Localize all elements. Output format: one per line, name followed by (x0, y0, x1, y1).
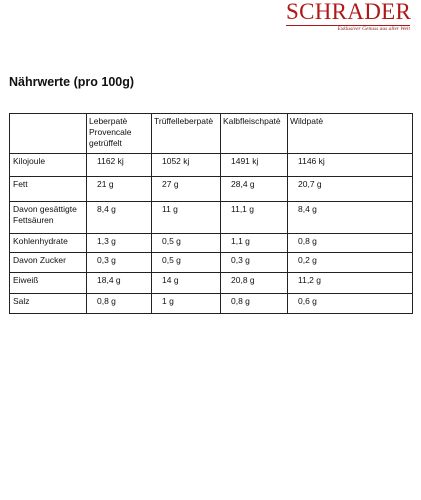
table-cell: 28,4 g (221, 177, 288, 202)
row-label: Salz (10, 294, 87, 314)
table-cell: 27 g (152, 177, 221, 202)
table-cell: 8,4 g (87, 202, 152, 234)
row-label: Kohlenhydrate (10, 234, 87, 253)
table-cell: 0,6 g (288, 294, 413, 314)
table-row (10, 273, 413, 294)
table-cell: 0,3 g (87, 253, 152, 273)
table-cell: 0,5 g (152, 234, 221, 253)
row-label: Eiweiß (10, 273, 87, 294)
brand-logo (286, 0, 410, 34)
row-label: Davon Zucker (10, 253, 87, 273)
header-cell-leberpate: Leberpatè Provencale getrüffelt (87, 114, 152, 154)
table-row (10, 202, 413, 234)
brand-name: SCHRADER (286, 0, 412, 24)
table-header-row (10, 114, 413, 154)
page-title: Nährwerte (pro 100g) (9, 75, 135, 89)
table-row (10, 253, 413, 273)
table-row (10, 154, 413, 177)
header-cell-empty (10, 114, 87, 154)
row-label: Davon gesättigte Fettsäuren (10, 202, 87, 234)
table-cell: 1491 kj (221, 154, 288, 177)
table-cell: 11,2 g (288, 273, 413, 294)
brand-tagline: Exklusiver Genuss aus aller Welt (337, 26, 410, 32)
table-cell: 1,3 g (87, 234, 152, 253)
table-cell: 20,7 g (288, 177, 413, 202)
row-label: Fett (10, 177, 87, 202)
table-cell: 0,3 g (221, 253, 288, 273)
table-cell: 20,8 g (221, 273, 288, 294)
row-label: Kilojoule (10, 154, 87, 177)
header-cell-wildpate: Wildpatè (288, 114, 413, 154)
table-cell: 0,2 g (288, 253, 413, 273)
table-cell: 1162 kj (87, 154, 152, 177)
table-cell: 0,5 g (152, 253, 221, 273)
table-cell: 14 g (152, 273, 221, 294)
table-row (10, 294, 413, 314)
header-cell-trueffelleberpate: Trüffelleberpatè (152, 114, 221, 154)
table-cell: 11 g (152, 202, 221, 234)
table-cell: 8,4 g (288, 202, 413, 234)
table-cell: 21 g (87, 177, 152, 202)
table-cell: 0,8 g (87, 294, 152, 314)
table-cell: 0,8 g (221, 294, 288, 314)
table-row (10, 234, 413, 253)
table-cell: 1,1 g (221, 234, 288, 253)
table-cell: 18,4 g (87, 273, 152, 294)
table-cell: 1146 kj (288, 154, 413, 177)
table-cell: 1 g (152, 294, 221, 314)
table-cell: 11,1 g (221, 202, 288, 234)
header-cell-kalbfleischpate: Kalbfleischpatè (221, 114, 288, 154)
table-cell: 0,8 g (288, 234, 413, 253)
nutrition-table (9, 113, 413, 314)
table-row (10, 177, 413, 202)
table-cell: 1052 kj (152, 154, 221, 177)
